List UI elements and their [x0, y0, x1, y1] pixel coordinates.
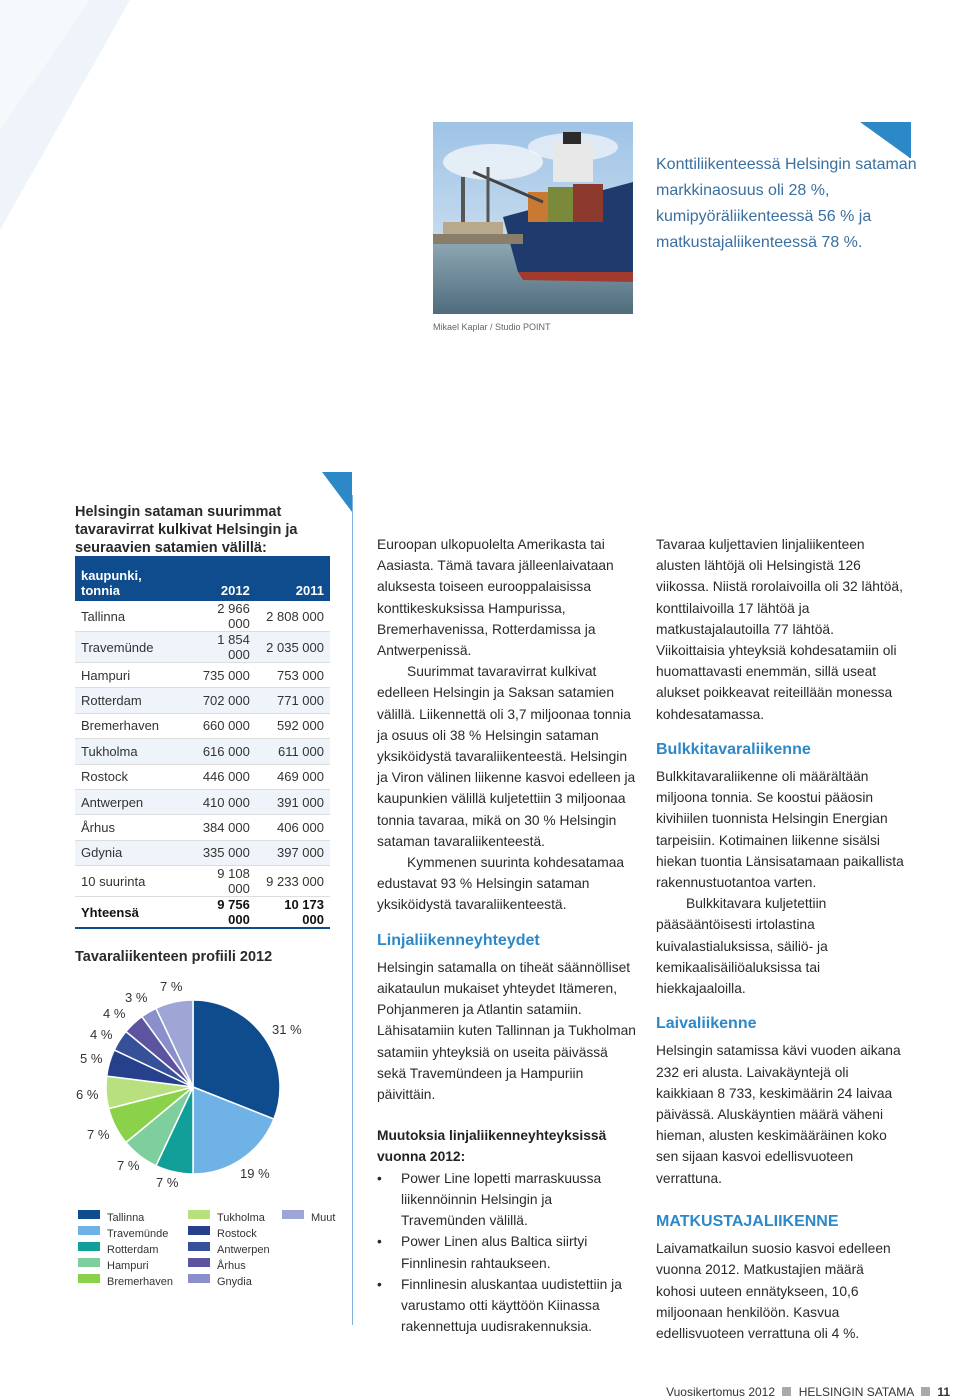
legend-swatch: [188, 1210, 210, 1219]
cell-2012: 702 000: [188, 688, 256, 713]
legend-swatch: [78, 1258, 100, 1267]
pie-value-label: 7 %: [117, 1158, 140, 1173]
legend-item: [78, 1272, 174, 1290]
subheading-changes: Muutoksia linjaliikenneyhteyksissä vuonna 2012:: [377, 1128, 607, 1165]
cell-2011: 9 233 000: [256, 866, 330, 897]
pie-value-label: 7 %: [87, 1127, 110, 1142]
cell-city: Rostock: [75, 764, 188, 789]
text-column-2: [377, 534, 639, 1337]
footer-separator: [921, 1387, 930, 1396]
legend-label: Antwerpen: [217, 1244, 270, 1256]
list-item: • Power Line lopetti marraskuussa liikennöinnin Helsingin ja Travemünden välillä.: [377, 1168, 639, 1232]
paragraph: Kymmenen suurinta kohdesatamaa edustavat 93 % Helsingin sataman yksiköidystä tavaraliikenteestä.: [377, 855, 625, 913]
list-item: • Power Linen alus Baltica siirtyi Finnlinesin rahtaukseen.: [377, 1231, 639, 1273]
legend-swatch: [282, 1210, 304, 1219]
cell-2012: 2 966 000: [188, 601, 256, 632]
cell-2011: 771 000: [256, 688, 330, 713]
pie-value-label: 4 %: [103, 1006, 126, 1021]
footer-company: HELSINGIN SATAMA: [798, 1385, 914, 1399]
paragraph: Tavaraa kuljettavien linjaliikenteen alusten lähtöjä oli Helsingistä 126 viikossa. Niistä rorolaivoilla oli 32 lähtöä, konttilaivoilla 17 lähtöä ja matkustajalautoilla 77 lähtöä. Viikoittaisia yhteyksiä kohdesatamiin oli huomattavasti enemmän, sillä useat alukset poikkeavat reiteillään monessa kohdesatamassa.: [656, 537, 903, 722]
pie-value-label: 4 %: [90, 1027, 113, 1042]
legend-swatch: [188, 1258, 210, 1267]
paragraph: Laivamatkailun suosio kasvoi edelleen vuonna 2012. Matkustajien määrä kohosi uuteen ennätykseen, 10,6 miljoonaan henkilöön. Kasvua edellisvuoteen verrattuna oli 4 %.: [656, 1241, 891, 1341]
total-cell: Yhteensä: [75, 897, 188, 929]
legend-swatch: [78, 1242, 100, 1251]
photo-credit: Mikael Kaplar / Studio POINT: [433, 322, 551, 332]
cell-2011: 406 000: [256, 815, 330, 840]
cell-2011: 391 000: [256, 789, 330, 814]
paragraph: Euroopan ulkopuolelta Amerikasta tai Aasiasta. Tämä tavara jälleenlaivataan aluksesta toiseen eurooppalaisissa konttikeskuksissa Hampurissa, Bremerhavenissa, Rotterdamissa ja Antwerpenissä.: [377, 537, 614, 659]
total-cell: 10 173 000: [256, 897, 330, 929]
changes-list: [377, 1168, 639, 1338]
cell-2012: 660 000: [188, 713, 256, 738]
heading-bulkki: Bulkkitavaraliikenne: [656, 740, 811, 758]
cell-2012: 410 000: [188, 789, 256, 814]
page-footer: [666, 1385, 950, 1399]
heading-linjaliikenne: Linjaliikenneyhteydet: [377, 931, 540, 949]
harbour-photo: [433, 122, 633, 314]
cell-city: 10 suurinta: [75, 866, 188, 897]
cell-2012: 735 000: [188, 663, 256, 688]
legend-label: Travemünde: [107, 1228, 169, 1240]
paragraph: Suurimmat tavaravirrat kulkivat edelleen Helsingin ja Saksan satamien välillä. Liikennettä oli 3,7 miljoonaa tonnia ja osuus oli 38 % Helsingin sataman yksiköidystä tavaraliikenteestä. Helsingin ja Viron välinen liikenne kasvoi edelleen ja kaupunkien välillä kuljetettiin 3 miljoonaa tonnia tavaraa, mikä on 30 % Helsingin sataman tavaraliikenteestä.: [377, 664, 636, 849]
paragraph: Helsingin satamalla on tiheät säännölliset aikataulun mukaiset yhteydet Itämeren, Pohjanmeren ja Atlantin satamiin. Lähisatamiin kuten Tallinnan ja Tukholman satamiin yhteyksiä on useita päivässä sekä Travemündeen ja Hampuriin päivittäin.: [377, 959, 636, 1103]
legend-label: Hampuri: [107, 1260, 149, 1272]
legend-label: Gnydia: [217, 1276, 252, 1288]
cell-2011: 397 000: [256, 840, 330, 865]
legend-swatch: [188, 1242, 210, 1251]
pie-value-label: 3 %: [125, 990, 148, 1005]
cell-city: Tallinna: [75, 601, 188, 632]
header-2011: 2011: [256, 556, 330, 601]
cell-2012: 446 000: [188, 764, 256, 789]
heading-matkustaja: MATKUSTAJALIIKENNE: [656, 1212, 839, 1230]
total-cell: 9 756 000: [188, 897, 256, 929]
legend-item: [282, 1208, 336, 1226]
legend-label: Bremerhaven: [107, 1276, 174, 1288]
cell-city: Antwerpen: [75, 789, 188, 814]
pie-value-label: 19 %: [240, 1166, 270, 1181]
legend-label: Rostock: [217, 1228, 257, 1240]
paragraph: Bulkkitavara kuljetettiin pääsääntöisesti irtolastina kuivalastialuksissa, säiliö- ja kemikaalisäiliöaluksissa tai hiekkajaaloilla.: [656, 896, 828, 997]
cell-city: Århus: [75, 815, 188, 840]
heading-laivaliikenne: Laivaliikenne: [656, 1015, 757, 1033]
cell-2011: 592 000: [256, 713, 330, 738]
legend-label: Tallinna: [107, 1212, 145, 1224]
pie-value-label: 31 %: [272, 1022, 302, 1037]
cell-2012: 1 854 000: [188, 632, 256, 663]
text-column-3: [656, 534, 906, 1344]
cell-2011: 469 000: [256, 764, 330, 789]
cell-2011: 611 000: [256, 739, 330, 764]
cell-city: Travemünde: [75, 632, 188, 663]
list-item: • Finnlinesin aluskantaa uudistettiin ja varustamo otti käyttöön Kiinassa rakennettuja uudisrakennuksia.: [377, 1274, 639, 1338]
cell-city: Bremerhaven: [75, 713, 188, 738]
table-title: Helsingin sataman suurimmat tavaravirrat kulkivat Helsingin ja seuraavien satamien välillä:: [75, 504, 298, 556]
cell-city: Rotterdam: [75, 688, 188, 713]
cell-2011: 753 000: [256, 663, 330, 688]
cell-2012: 616 000: [188, 739, 256, 764]
photo-caption: Konttiliikenteessä Helsingin sataman markkinaosuus oli 28 %, kumipyöräliikenteessä 56 % ja matkustajaliikenteessä 78 %.: [656, 156, 917, 251]
legend-label: Muut: [311, 1212, 336, 1224]
cell-2012: 335 000: [188, 840, 256, 865]
cell-city: Tukholma: [75, 739, 188, 764]
cell-2012: 9 108 000: [188, 866, 256, 897]
paragraph: Helsingin satamissa kävi vuoden aikana 232 eri alusta. Laivakäyntejä oli kaikkiaan 8 733, keskimäärin 24 laivaa päivässä. Aluskäyntien määrä väheni hieman, alusten keskimääräinen koko sen sijaan kasvoi edellisvuoteen verrattuna.: [656, 1043, 901, 1186]
cell-city: Hampuri: [75, 663, 188, 688]
pie-value-label: 7 %: [156, 1175, 179, 1190]
cell-2011: 2 808 000: [256, 601, 330, 632]
pie-value-label: 7 %: [160, 979, 183, 994]
cell-2012: 384 000: [188, 815, 256, 840]
pie-chart: [0, 0, 360, 1400]
chart-title: Tavaraliikenteen profiili 2012: [75, 949, 273, 965]
legend-swatch: [78, 1226, 100, 1235]
pie-value-label: 5 %: [80, 1051, 103, 1066]
legend-swatch: [188, 1274, 210, 1283]
legend-label: Tukholma: [217, 1212, 265, 1224]
pie-value-label: 6 %: [76, 1087, 99, 1102]
page-number: 11: [937, 1385, 950, 1399]
footer-report: Vuosikertomus 2012: [666, 1385, 776, 1399]
legend-swatch: [78, 1210, 100, 1219]
legend-swatch: [188, 1226, 210, 1235]
legend-swatch: [78, 1274, 100, 1283]
footer-separator: [782, 1387, 791, 1396]
cell-2011: 2 035 000: [256, 632, 330, 663]
paragraph: Bulkkitavaraliikenne oli määrältään miljoona tonnia. Se koostui pääosin kivihiilen tuonnista Helsingin Energian tarpeisiin. Kotimainen liikenne sisälsi hiekan tuontia Länsisatamaan paikallista rakennustuotantoa varten.: [656, 769, 904, 891]
header-city: kaupunki, tonnia: [75, 556, 188, 601]
legend-label: Rotterdam: [107, 1244, 159, 1256]
header-2012: 2012: [188, 556, 256, 601]
legend-label: Århus: [217, 1260, 246, 1272]
legend-item: [188, 1272, 252, 1290]
cell-city: Gdynia: [75, 840, 188, 865]
